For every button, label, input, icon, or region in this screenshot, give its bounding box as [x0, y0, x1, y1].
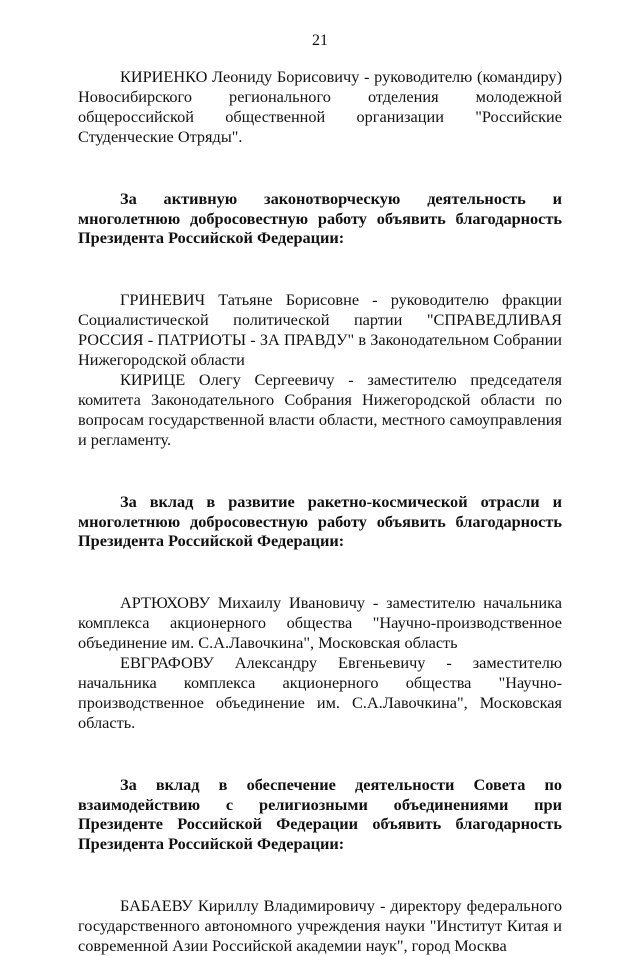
page-number: 21 — [312, 32, 328, 49]
award-entry-evgrafov: ЕВГРАФОВУ Александру Евгеньевичу - заместителю начальника комплекса акционерного общества "Научно-производственное объединение им. С.А.Лавочкина", Московская область. — [78, 653, 562, 732]
section-spacer — [78, 147, 562, 189]
document-body — [78, 67, 562, 956]
section-heading-legislative: За активную законотворческую деятельность и многолетнюю добросовестную работу объявить благодарность Президента Российской Федерации: — [78, 188, 562, 248]
section-spacer — [78, 248, 562, 290]
section-heading-space-industry: За вклад в развитие ракетно-космической отрасли и многолетнюю добросовестную работу объявить благодарность Президента Российской Федерации: — [78, 491, 562, 551]
award-entry-babaev: БАБАЕВУ Кириллу Владимировичу - директору федерального государственного автономного учреждения науки "Институт Китая и современной Азии Российской академии наук", город Москва — [78, 896, 562, 956]
award-entry-grinevich: ГРИНЕВИЧ Татьяне Борисовне - руководителю фракции Социалистической политической партии "СПРАВЕДЛИВАЯ РОССИЯ - ПАТРИОТЫ - ЗА ПРАВДУ" в Законодательном Собрании Нижегородской области — [78, 290, 562, 370]
section-spacer — [78, 551, 562, 593]
section-heading-religious-council: За вклад в обеспечение деятельности Совета по взаимодействию с религиозными объединениями при Президенте Российской Федерации объявить благодарность Президента Российской Федерации: — [78, 774, 562, 854]
award-entry-kiritsa: КИРИЦЕ Олегу Сергеевичу - заместителю председателя комитета Законодательного Собрания Нижегородской области по вопросам государственной власти области, местного самоуправления и регламенту. — [78, 369, 562, 449]
award-entry-artyukhov: АРТЮХОВУ Михаилу Ивановичу - заместителю начальника комплекса акционерного общества "Научно-производственное объединение им. С.А.Лавочкина", Московская область — [78, 593, 562, 653]
section-spacer — [78, 854, 562, 896]
section-spacer — [78, 733, 562, 775]
award-entry-kiriyenko: КИРИЕНКО Леониду Борисовичу - руководителю (командиру) Новосибирского регионального отделения молодежной общероссийской общественной организации "Российские Студенческие Отряды". — [78, 67, 562, 146]
section-spacer — [78, 450, 562, 492]
